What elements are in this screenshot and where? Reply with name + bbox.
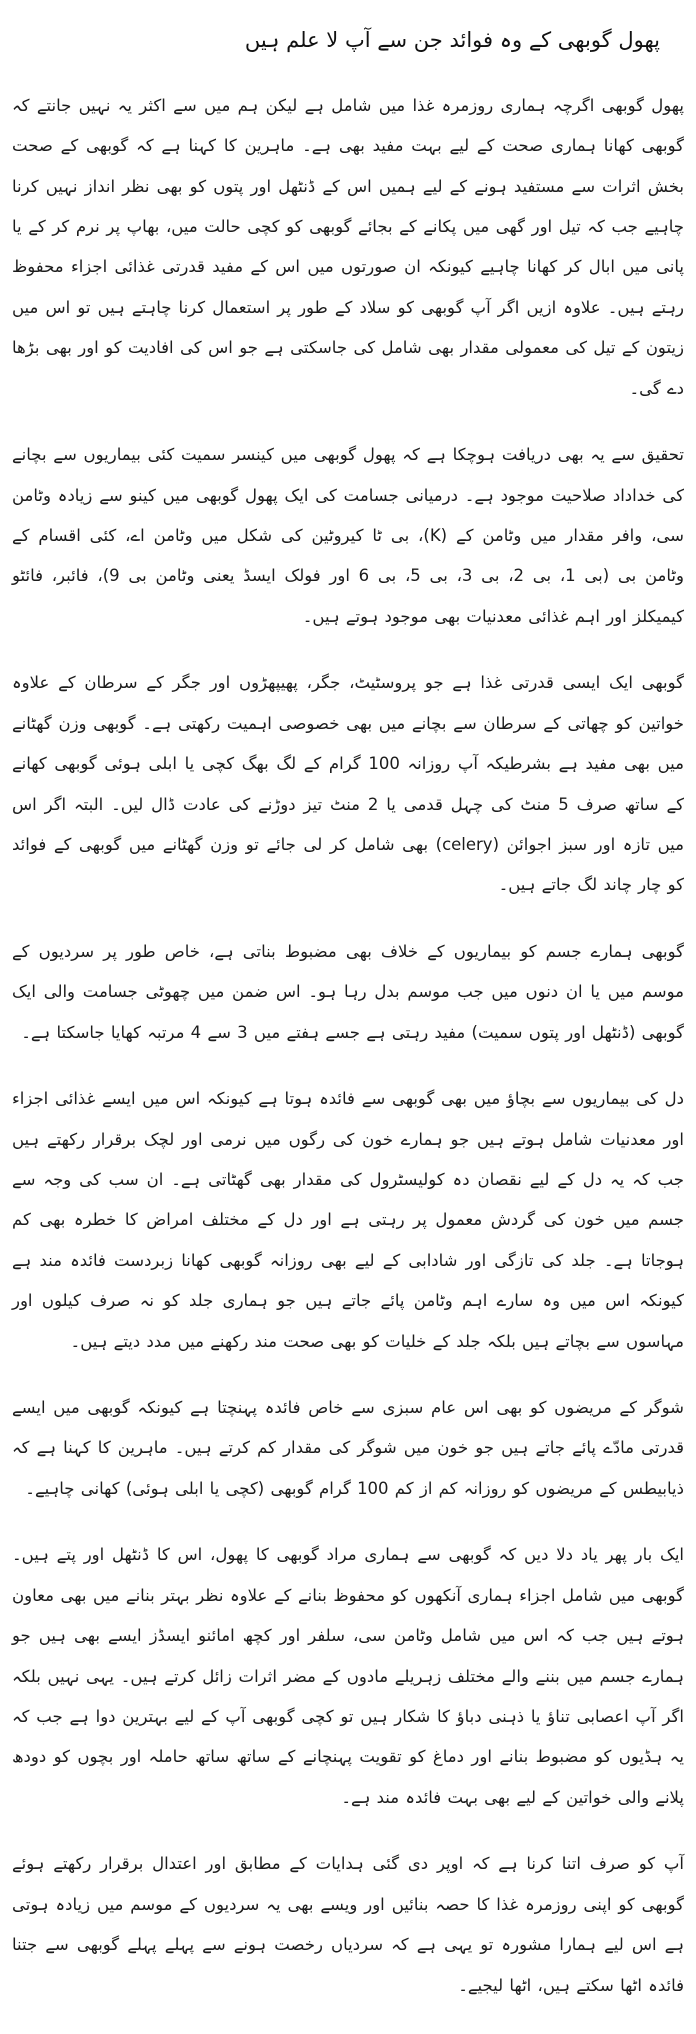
article-title: پھول گوبھی کے وہ فوائد جن سے آپ لا علم ہیں bbox=[244, 28, 660, 52]
article-paragraph: پھول گوبھی اگرچہ ہماری روزمرہ غذا میں شامل ہے لیکن ہم میں سے اکثر یہ نہیں جانتے کہ گوبھی کھانا ہماری صحت کے لیے بہت مفید بھی ہے۔ ماہرین کا کہنا ہے کہ گوبھی کے صحت بخش اثرات سے مستفید ہونے کے لیے ہمیں اس کے ڈنٹھل اور پتوں کو بھی نظر انداز نہیں کرنا چاہیے جب کہ تیل اور گھی میں پکانے کے بجائے گوبھی کو کچی حالت میں، بھاپ پر نرم کر کے یا پانی میں ابال کر کھانا چاہیے کیونکہ ان صورتوں میں اس کے مفید قدرتی غذائی اجزاء محفوظ رہتے ہیں۔ علاوہ ازیں اگر آپ گوبھی کو سلاد کے طور پر استعمال کرنا چاہتے ہیں تو اس میں زیتون کے تیل کی معمولی مقدار بھی شامل کی جاسکتی ہے جو اس کی افادیت کو اور بھی بڑھا دے گی۔ bbox=[12, 95, 684, 398]
article-paragraph: تحقیق سے یہ بھی دریافت ہوچکا ہے کہ پھول گوبھی میں کینسر سمیت کئی بیماریوں سے بچانے کی خداداد صلاحیت موجود ہے۔ درمیانی جسامت کی ایک پھول گوبھی میں کینو سے زیادہ وٹامن سی، وافر مقدار میں وٹامن کے (K)، بی ٹا کیروٹین کی شکل میں وٹامن اے، کئی اقسام کے وٹامن بی (بی 1، بی 2، بی 3، بی 5، بی 6 اور فولک ایسڈ یعنی وٹامن بی 9)، فائبر، فائٹو کیمیکلز اور اہم غذائی معدنیات بھی موجود ہوتے ہیں۔ bbox=[12, 445, 684, 626]
article-paragraph: ایک بار پھر یاد دلا دیں کہ گوبھی سے ہماری مراد گوبھی کا پھول، اس کا ڈنٹھل اور پتے ہیں۔ گوبھی میں شامل اجزاء ہماری آنکھوں کو محفوظ بنانے کے علاوہ نظر بہتر بنانے میں بھی معاون ہوتے ہیں جب کہ اس میں شامل وٹامن سی، سلفر اور کچھ امائنو ایسڈز ایسے بھی ہیں جو ہمارے جسم میں بننے والے مختلف زہریلے مادوں کے مضر اثرات زائل کرتے ہیں۔ یہی نہیں بلکہ اگر آپ اعصابی تناؤ یا ذہنی دباؤ کا شکار ہیں تو کچی گوبھی آپ کے لیے بہترین دوا ہے جب کہ یہ ہڈیوں کو مضبوط بنانے اور دماغ کو تقویت پہنچانے کے ساتھ ساتھ حاملہ اور بچوں کو دودھ پلانے والی خواتین کے لیے بھی بہت فائدہ مند ہے۔ bbox=[12, 1545, 684, 1807]
article-paragraph: گوبھی ایک ایسی قدرتی غذا ہے جو پروسٹیٹ، جگر، پھیپھڑوں اور جگر کے سرطان کے علاوہ خواتین کو چھاتی کے سرطان سے بچانے میں بھی خصوصی اہمیت رکھتی ہے۔ گوبھی وزن گھٹانے میں بھی مفید ہے بشرطیکہ آپ روزانہ 100 گرام کے لگ بھگ کچی یا ابلی ہوئی گوبھی کھانے کے ساتھ صرف 5 منٹ کی چہل قدمی یا 2 منٹ تیز دوڑنے کی عادت ڈال لیں۔ البتہ اگر اس میں تازہ اور سبز اجوائن (celery) بھی شامل کر لی جائے تو وزن گھٹانے میں گوبھی کے فوائد کو چار چاند لگ جاتے ہیں۔ bbox=[12, 673, 684, 895]
article-paragraph: شوگر کے مریضوں کو بھی اس عام سبزی سے خاص فائدہ پہنچتا ہے کیونکہ گوبھی میں ایسے قدرتی مادّے پائے جاتے ہیں جو خون میں شوگر کی مقدار کم کرتے ہیں۔ ماہرین کا کہنا ہے کہ ذیابیطس کے مریضوں کو روزانہ کم از کم 100 گرام گوبھی (کچی یا ابلی ہوئی) کھانی چاہیے۔ bbox=[12, 1398, 684, 1498]
article-paragraph: دل کی بیماریوں سے بچاؤ میں بھی گوبھی سے فائدہ ہوتا ہے کیونکہ اس میں ایسے غذائی اجزاء اور معدنیات شامل ہوتے ہیں جو ہمارے خون کی رگوں میں نرمی اور لچک برقرار رکھتے ہیں جب کہ یہ دل کے لیے نقصان دہ کولیسٹرول کی مقدار بھی گھٹاتی ہے۔ ان سب کی وجہ سے جسم میں خون کی گردش معمول پر رہتی ہے اور دل کے مختلف امراض کا خطرہ بھی کم ہوجاتا ہے۔ جلد کی تازگی اور شادابی کے لیے بھی روزانہ گوبھی کھانا زبردست فائدہ مند ہے کیونکہ اس میں وہ سارے اہم وٹامن پائے جاتے ہیں جو ہماری جلد کو نہ صرف کیلوں اور مہاسوں سے بچاتے ہیں بلکہ جلد کے خلیات کو بھی صحت مند رکھنے میں مدد دیتے ہیں۔ bbox=[12, 1089, 684, 1351]
article-paragraph: گوبھی ہمارے جسم کو بیماریوں کے خلاف بھی مضبوط بناتی ہے، خاص طور پر سردیوں کے موسم میں یا ان دنوں میں جب موسم بدل رہا ہو۔ اس ضمن میں چھوٹی جسامت والی ایک گوبھی (ڈنٹھل اور پتوں سمیت) مفید رہتی ہے جسے ہفتے میں 3 سے 4 مرتبہ کھایا جاسکتا ہے۔ bbox=[12, 941, 684, 1042]
article-paragraph: آپ کو صرف اتنا کرنا ہے کہ اوپر دی گئی ہدایات کے مطابق اور اعتدال برقرار رکھتے ہوئے گوبھی کو اپنی روزمرہ غذا کا حصہ بنائیں اور ویسے بھی یہ سردیوں کے موسم میں زیادہ ہوتی ہے اس لیے ہمارا مشورہ تو یہی ہے کہ سردیاں رخصت ہونے سے پہلے پہلے گوبھی سے جتنا فائدہ اٹھا سکتے ہیں، اٹھا لیجیے۔ bbox=[12, 1854, 684, 1995]
